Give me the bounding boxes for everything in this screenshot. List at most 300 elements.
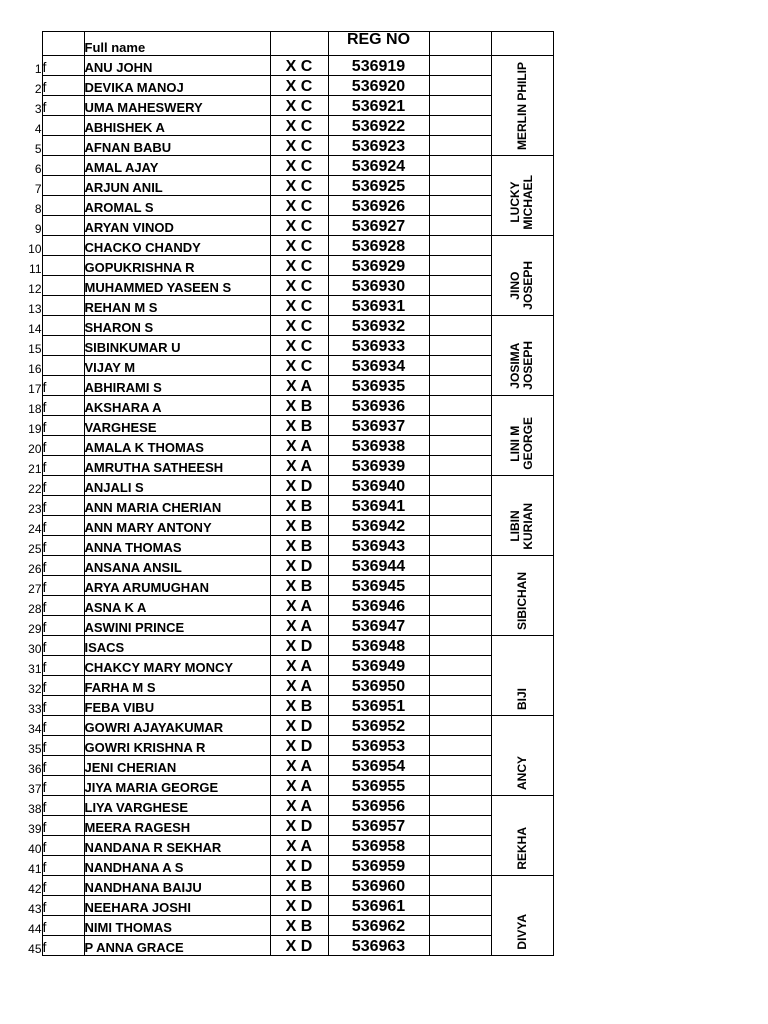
student-name: JENI CHERIAN bbox=[84, 756, 270, 776]
teacher-group bbox=[491, 476, 553, 556]
flag-mark: f bbox=[42, 76, 84, 96]
table-row bbox=[18, 816, 553, 836]
reg-no-header: REG NO bbox=[328, 32, 429, 56]
student-class: X B bbox=[270, 696, 328, 716]
student-class: X C bbox=[270, 296, 328, 316]
student-name: ANSANA ANSIL bbox=[84, 556, 270, 576]
table-row bbox=[18, 536, 553, 556]
table-row bbox=[18, 836, 553, 856]
student-class: X D bbox=[270, 896, 328, 916]
row-number: 29 bbox=[28, 621, 42, 636]
student-class: X D bbox=[270, 476, 328, 496]
student-class: X B bbox=[270, 416, 328, 436]
student-class: X D bbox=[270, 556, 328, 576]
header-blank-cell bbox=[429, 32, 491, 56]
flag-mark: f bbox=[42, 556, 84, 576]
reg-number: 536924 bbox=[328, 156, 429, 176]
student-class: X A bbox=[270, 776, 328, 796]
header-class-cell bbox=[270, 32, 328, 56]
student-name: ANJALI S bbox=[84, 476, 270, 496]
row-number: 45 bbox=[28, 941, 42, 956]
teacher-name: SIBICHAN bbox=[514, 571, 529, 630]
header-row bbox=[18, 32, 553, 56]
table-row bbox=[18, 176, 553, 196]
reg-number: 536942 bbox=[328, 516, 429, 536]
student-class: X A bbox=[270, 756, 328, 776]
blank-cell bbox=[429, 296, 491, 316]
table-row bbox=[18, 456, 553, 476]
student-class: X B bbox=[270, 516, 328, 536]
flag-mark: f bbox=[42, 516, 84, 536]
reg-number: 536952 bbox=[328, 716, 429, 736]
row-number: 41 bbox=[28, 861, 42, 876]
student-class: X C bbox=[270, 136, 328, 156]
reg-number: 536962 bbox=[328, 916, 429, 936]
reg-number: 536927 bbox=[328, 216, 429, 236]
row-number: 9 bbox=[34, 221, 42, 236]
blank-cell bbox=[429, 676, 491, 696]
flag-mark: f bbox=[42, 56, 84, 76]
row-number: 44 bbox=[28, 921, 42, 936]
flag-mark: f bbox=[42, 576, 84, 596]
student-class: X B bbox=[270, 876, 328, 896]
student-class: X A bbox=[270, 456, 328, 476]
row-number: 38 bbox=[28, 801, 42, 816]
student-name: VARGHESE bbox=[84, 416, 270, 436]
teacher-name: ANCY bbox=[514, 755, 529, 790]
student-name: ANNA THOMAS bbox=[84, 536, 270, 556]
flag-mark: f bbox=[42, 856, 84, 876]
student-class: X D bbox=[270, 636, 328, 656]
student-class: X C bbox=[270, 56, 328, 76]
reg-number: 536948 bbox=[328, 636, 429, 656]
blank-cell bbox=[429, 96, 491, 116]
reg-number: 536960 bbox=[328, 876, 429, 896]
student-class: X A bbox=[270, 796, 328, 816]
teacher-group bbox=[491, 316, 553, 396]
flag-mark: f bbox=[42, 876, 84, 896]
blank-cell bbox=[429, 136, 491, 156]
reg-number: 536943 bbox=[328, 536, 429, 556]
flag-mark: f bbox=[42, 696, 84, 716]
student-class: X D bbox=[270, 856, 328, 876]
table-row bbox=[18, 616, 553, 636]
flag-mark: f bbox=[42, 916, 84, 936]
header-teacher-cell bbox=[491, 32, 553, 56]
blank-cell bbox=[429, 176, 491, 196]
reg-number: 536922 bbox=[328, 116, 429, 136]
blank-cell bbox=[429, 216, 491, 236]
reg-number: 536950 bbox=[328, 676, 429, 696]
student-name: ASNA K A bbox=[84, 596, 270, 616]
student-name: SHARON S bbox=[84, 316, 270, 336]
student-class: X A bbox=[270, 676, 328, 696]
reg-number: 536932 bbox=[328, 316, 429, 336]
flag-mark: f bbox=[42, 636, 84, 656]
student-name: AFNAN BABU bbox=[84, 136, 270, 156]
row-number: 3 bbox=[34, 101, 42, 116]
student-name: ANU JOHN bbox=[84, 56, 270, 76]
student-class: X B bbox=[270, 396, 328, 416]
student-register-table bbox=[18, 31, 554, 956]
row-number: 40 bbox=[28, 841, 42, 856]
student-class: X A bbox=[270, 836, 328, 856]
table-row bbox=[18, 716, 553, 736]
student-name: ARJUN ANIL bbox=[84, 176, 270, 196]
student-name: FARHA M S bbox=[84, 676, 270, 696]
row-number: 7 bbox=[34, 181, 42, 196]
reg-number: 536921 bbox=[328, 96, 429, 116]
blank-cell bbox=[429, 516, 491, 536]
table-row bbox=[18, 356, 553, 376]
student-name: REHAN M S bbox=[84, 296, 270, 316]
student-name: NANDANA R SEKHAR bbox=[84, 836, 270, 856]
table-row bbox=[18, 756, 553, 776]
table-row bbox=[18, 776, 553, 796]
row-number: 15 bbox=[28, 341, 42, 356]
blank-cell bbox=[429, 476, 491, 496]
student-class: X A bbox=[270, 436, 328, 456]
teacher-name: LIBIN KURIAN bbox=[508, 503, 535, 550]
student-name: GOWRI AJAYAKUMAR bbox=[84, 716, 270, 736]
blank-cell bbox=[429, 396, 491, 416]
row-number: 13 bbox=[28, 301, 42, 316]
teacher-group bbox=[491, 876, 553, 956]
flag-mark: f bbox=[42, 596, 84, 616]
student-class: X C bbox=[270, 216, 328, 236]
row-number: 19 bbox=[28, 421, 42, 436]
row-number: 1 bbox=[34, 61, 42, 76]
reg-number: 536944 bbox=[328, 556, 429, 576]
table-row bbox=[18, 216, 553, 236]
reg-number: 536957 bbox=[328, 816, 429, 836]
row-number: 11 bbox=[29, 261, 42, 276]
blank-cell bbox=[429, 776, 491, 796]
table-row bbox=[18, 696, 553, 716]
table-row bbox=[18, 236, 553, 256]
table-row bbox=[18, 856, 553, 876]
student-name: GOWRI KRISHNA R bbox=[84, 736, 270, 756]
flag-mark: f bbox=[42, 656, 84, 676]
student-name: SIBINKUMAR U bbox=[84, 336, 270, 356]
table-row bbox=[18, 896, 553, 916]
student-name: ARYA ARUMUGHAN bbox=[84, 576, 270, 596]
reg-number: 536954 bbox=[328, 756, 429, 776]
blank-cell bbox=[429, 876, 491, 896]
reg-number: 536923 bbox=[328, 136, 429, 156]
flag-mark: f bbox=[42, 776, 84, 796]
flag-mark bbox=[42, 156, 84, 176]
blank-cell bbox=[429, 376, 491, 396]
blank-cell bbox=[429, 436, 491, 456]
table-row bbox=[18, 916, 553, 936]
flag-mark: f bbox=[42, 396, 84, 416]
blank-cell bbox=[429, 236, 491, 256]
reg-number: 536935 bbox=[328, 376, 429, 396]
blank-cell bbox=[429, 536, 491, 556]
row-number: 18 bbox=[28, 401, 42, 416]
teacher-group bbox=[491, 236, 553, 316]
blank-cell bbox=[429, 896, 491, 916]
teacher-name: LINI M GEORGE bbox=[508, 417, 535, 470]
flag-mark: f bbox=[42, 436, 84, 456]
blank-cell bbox=[429, 696, 491, 716]
table-row bbox=[18, 336, 553, 356]
blank-cell bbox=[429, 716, 491, 736]
blank-cell bbox=[429, 936, 491, 956]
student-class: X C bbox=[270, 316, 328, 336]
table-row bbox=[18, 296, 553, 316]
table-row bbox=[18, 636, 553, 656]
table-row bbox=[18, 316, 553, 336]
reg-number: 536933 bbox=[328, 336, 429, 356]
student-name: AMALA K THOMAS bbox=[84, 436, 270, 456]
flag-mark bbox=[42, 276, 84, 296]
student-class: X D bbox=[270, 716, 328, 736]
flag-mark: f bbox=[42, 896, 84, 916]
reg-number: 536955 bbox=[328, 776, 429, 796]
table-row bbox=[18, 276, 553, 296]
table-row bbox=[18, 436, 553, 456]
blank-cell bbox=[429, 836, 491, 856]
student-name: AROMAL S bbox=[84, 196, 270, 216]
student-name: NEEHARA JOSHI bbox=[84, 896, 270, 916]
reg-number: 536947 bbox=[328, 616, 429, 636]
reg-number: 536919 bbox=[328, 56, 429, 76]
reg-number: 536929 bbox=[328, 256, 429, 276]
blank-cell bbox=[429, 456, 491, 476]
table-body bbox=[18, 32, 553, 956]
flag-mark: f bbox=[42, 416, 84, 436]
table-row bbox=[18, 556, 553, 576]
student-class: X A bbox=[270, 596, 328, 616]
header-flag-cell bbox=[42, 32, 84, 56]
flag-mark bbox=[42, 116, 84, 136]
blank-cell bbox=[429, 796, 491, 816]
flag-mark: f bbox=[42, 836, 84, 856]
table-row bbox=[18, 596, 553, 616]
student-name: NANDHANA BAIJU bbox=[84, 876, 270, 896]
full-name-header: Full name bbox=[84, 32, 270, 56]
table-row bbox=[18, 156, 553, 176]
table-row bbox=[18, 76, 553, 96]
blank-cell bbox=[429, 596, 491, 616]
flag-mark: f bbox=[42, 816, 84, 836]
row-number: 6 bbox=[34, 161, 42, 176]
flag-mark: f bbox=[42, 736, 84, 756]
row-number: 30 bbox=[28, 641, 42, 656]
reg-number: 536959 bbox=[328, 856, 429, 876]
teacher-group bbox=[491, 636, 553, 716]
student-class: X C bbox=[270, 196, 328, 216]
student-class: X C bbox=[270, 236, 328, 256]
row-number: 33 bbox=[28, 701, 42, 716]
blank-cell bbox=[429, 916, 491, 936]
teacher-group bbox=[491, 156, 553, 236]
flag-mark: f bbox=[42, 376, 84, 396]
flag-mark: f bbox=[42, 476, 84, 496]
reg-number: 536926 bbox=[328, 196, 429, 216]
student-name: DEVIKA MANOJ bbox=[84, 76, 270, 96]
row-number: 31 bbox=[28, 661, 42, 676]
reg-number: 536941 bbox=[328, 496, 429, 516]
row-number: 37 bbox=[28, 781, 42, 796]
student-name: CHAKCY MARY MONCY bbox=[84, 656, 270, 676]
flag-mark bbox=[42, 216, 84, 236]
flag-mark bbox=[42, 236, 84, 256]
student-name: ANN MARY ANTONY bbox=[84, 516, 270, 536]
flag-mark bbox=[42, 136, 84, 156]
row-number: 39 bbox=[28, 821, 42, 836]
flag-mark bbox=[42, 196, 84, 216]
row-number: 22 bbox=[28, 481, 42, 496]
student-name: ISACS bbox=[84, 636, 270, 656]
blank-cell bbox=[429, 276, 491, 296]
header-num-cell bbox=[18, 32, 42, 56]
row-number: 23 bbox=[28, 501, 42, 516]
reg-number: 536963 bbox=[328, 936, 429, 956]
table-row bbox=[18, 676, 553, 696]
flag-mark: f bbox=[42, 796, 84, 816]
flag-mark: f bbox=[42, 936, 84, 956]
teacher-group bbox=[491, 716, 553, 796]
student-class: X C bbox=[270, 156, 328, 176]
teacher-group bbox=[491, 796, 553, 876]
reg-number: 536961 bbox=[328, 896, 429, 916]
student-name: LIYA VARGHESE bbox=[84, 796, 270, 816]
student-name: AMAL AJAY bbox=[84, 156, 270, 176]
blank-cell bbox=[429, 416, 491, 436]
table-row bbox=[18, 476, 553, 496]
table-row bbox=[18, 876, 553, 896]
reg-number: 536949 bbox=[328, 656, 429, 676]
student-class: X C bbox=[270, 76, 328, 96]
table-row bbox=[18, 96, 553, 116]
row-number: 17 bbox=[28, 381, 42, 396]
table-row bbox=[18, 56, 553, 76]
row-number: 10 bbox=[28, 241, 42, 256]
student-class: X A bbox=[270, 656, 328, 676]
row-number: 42 bbox=[28, 881, 42, 896]
row-number: 14 bbox=[28, 321, 42, 336]
flag-mark: f bbox=[42, 496, 84, 516]
student-name: NIMI THOMAS bbox=[84, 916, 270, 936]
student-class: X C bbox=[270, 276, 328, 296]
reg-number: 536925 bbox=[328, 176, 429, 196]
table-row bbox=[18, 116, 553, 136]
student-name: AKSHARA A bbox=[84, 396, 270, 416]
reg-number: 536956 bbox=[328, 796, 429, 816]
row-number: 20 bbox=[28, 441, 42, 456]
teacher-name: LUCKY MICHAEL bbox=[508, 175, 535, 230]
row-number: 21 bbox=[28, 461, 42, 476]
table-row bbox=[18, 196, 553, 216]
row-number: 5 bbox=[34, 141, 42, 156]
flag-mark bbox=[42, 296, 84, 316]
teacher-name: DIVYA bbox=[514, 914, 529, 950]
student-name: P ANNA GRACE bbox=[84, 936, 270, 956]
row-number: 43 bbox=[28, 901, 42, 916]
student-class: X C bbox=[270, 96, 328, 116]
row-number: 36 bbox=[28, 761, 42, 776]
blank-cell bbox=[429, 496, 491, 516]
table-row bbox=[18, 576, 553, 596]
table-row bbox=[18, 656, 553, 676]
student-class: X C bbox=[270, 336, 328, 356]
blank-cell bbox=[429, 76, 491, 96]
blank-cell bbox=[429, 816, 491, 836]
blank-cell bbox=[429, 56, 491, 76]
table-row bbox=[18, 396, 553, 416]
blank-cell bbox=[429, 116, 491, 136]
reg-number: 536930 bbox=[328, 276, 429, 296]
reg-number: 536937 bbox=[328, 416, 429, 436]
row-number: 35 bbox=[28, 741, 42, 756]
flag-mark: f bbox=[42, 716, 84, 736]
blank-cell bbox=[429, 336, 491, 356]
flag-mark bbox=[42, 176, 84, 196]
student-class: X C bbox=[270, 356, 328, 376]
table-row bbox=[18, 516, 553, 536]
student-class: X D bbox=[270, 936, 328, 956]
blank-cell bbox=[429, 856, 491, 876]
teacher-name: JOSIMA JOSEPH bbox=[508, 341, 535, 390]
teacher-group bbox=[491, 556, 553, 636]
reg-number: 536940 bbox=[328, 476, 429, 496]
student-name: ASWINI PRINCE bbox=[84, 616, 270, 636]
reg-number: 536951 bbox=[328, 696, 429, 716]
reg-number: 536939 bbox=[328, 456, 429, 476]
teacher-name: MERLIN PHILIP bbox=[514, 61, 529, 150]
teacher-group bbox=[491, 56, 553, 156]
student-class: X B bbox=[270, 536, 328, 556]
row-number: 34 bbox=[28, 721, 42, 736]
blank-cell bbox=[429, 656, 491, 676]
row-number: 24 bbox=[28, 521, 42, 536]
reg-number: 536920 bbox=[328, 76, 429, 96]
blank-cell bbox=[429, 156, 491, 176]
reg-number: 536928 bbox=[328, 236, 429, 256]
student-name: GOPUKRISHNA R bbox=[84, 256, 270, 276]
reg-number: 536936 bbox=[328, 396, 429, 416]
table-row bbox=[18, 796, 553, 816]
student-name: ANN MARIA CHERIAN bbox=[84, 496, 270, 516]
reg-number: 536953 bbox=[328, 736, 429, 756]
student-name: ABHISHEK A bbox=[84, 116, 270, 136]
row-number: 12 bbox=[28, 281, 42, 296]
teacher-name: JINO JOSEPH bbox=[508, 261, 535, 310]
student-name: ABHIRAMI S bbox=[84, 376, 270, 396]
student-name: JIYA MARIA GEORGE bbox=[84, 776, 270, 796]
blank-cell bbox=[429, 576, 491, 596]
student-class: X B bbox=[270, 496, 328, 516]
student-name: CHACKO CHANDY bbox=[84, 236, 270, 256]
blank-cell bbox=[429, 616, 491, 636]
flag-mark: f bbox=[42, 96, 84, 116]
flag-mark bbox=[42, 336, 84, 356]
blank-cell bbox=[429, 356, 491, 376]
flag-mark bbox=[42, 316, 84, 336]
flag-mark: f bbox=[42, 616, 84, 636]
row-number: 16 bbox=[28, 361, 42, 376]
row-number: 26 bbox=[28, 561, 42, 576]
reg-number: 536938 bbox=[328, 436, 429, 456]
blank-cell bbox=[429, 556, 491, 576]
reg-number: 536934 bbox=[328, 356, 429, 376]
student-class: X A bbox=[270, 376, 328, 396]
teacher-name: REKHA bbox=[514, 827, 529, 870]
row-number: 4 bbox=[34, 121, 42, 136]
